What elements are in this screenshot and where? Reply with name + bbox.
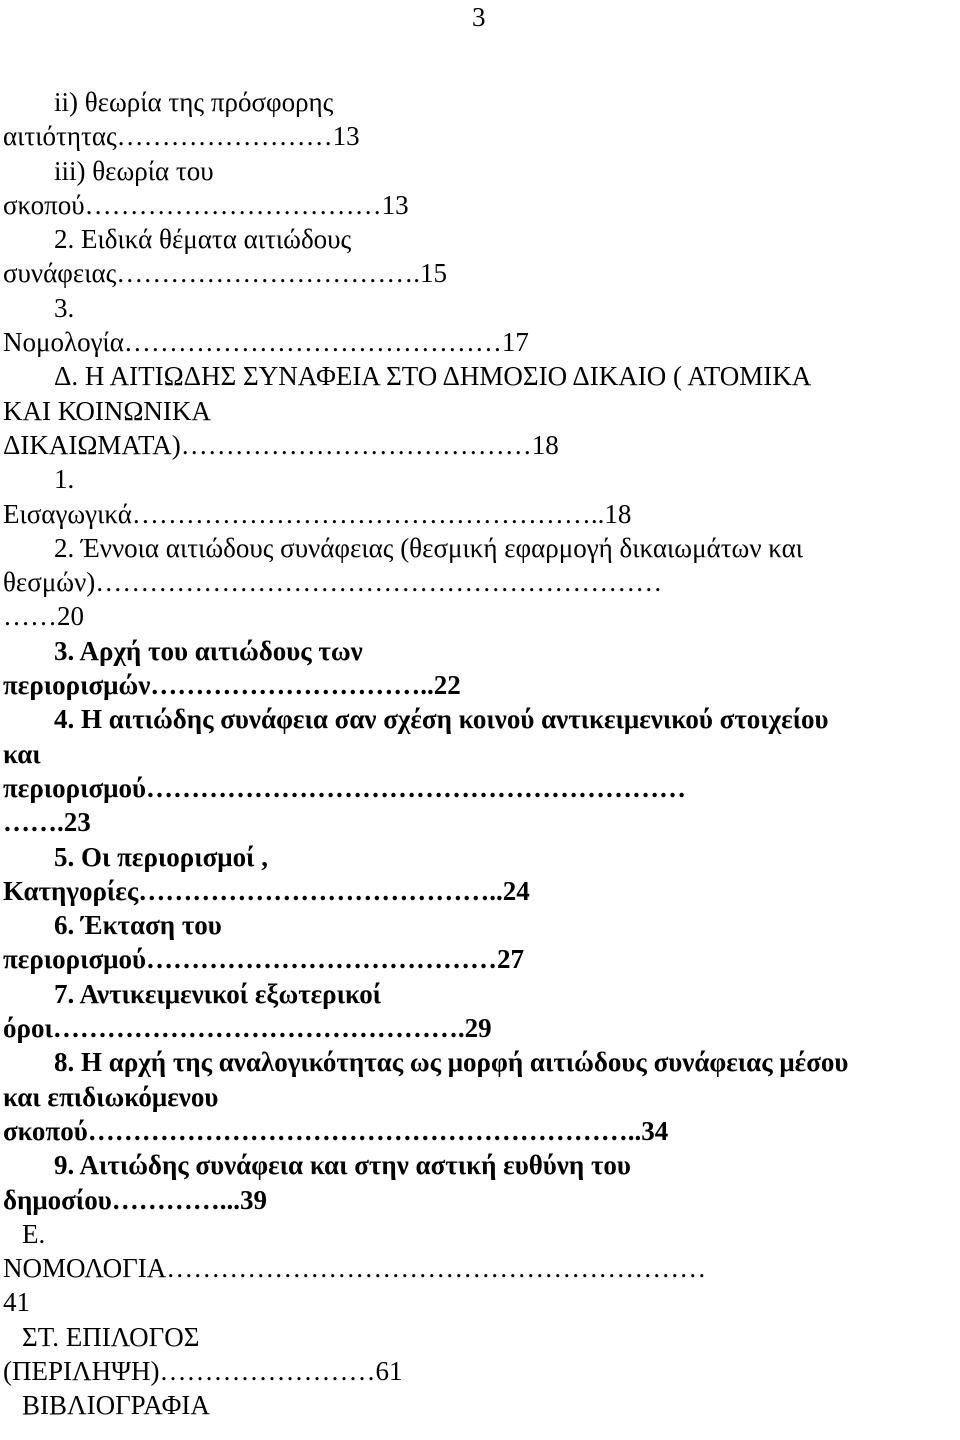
toc-line: ii) θεωρία της πρόσφορης [54, 87, 334, 117]
toc-line: περιορισμών…………………………..22 [3, 670, 461, 701]
toc-line: Ε. [22, 1218, 46, 1249]
toc-line: θεσμών)……………………………………………………… [3, 567, 663, 598]
toc-line: αιτιότητας……………………13 [3, 121, 360, 152]
toc-line: 6. Έκταση του [54, 910, 222, 941]
toc-line: 7. Αντικειμενικοί εξωτερικοί [54, 978, 382, 1009]
toc-line: σκοπού……………………………………………………..34 [3, 1115, 669, 1146]
page-number: 3 [472, 2, 486, 32]
toc-line: Εισαγωγικά……………………………………………..18 [3, 498, 632, 529]
toc-line: ΚΑΙ ΚΟΙΝΩΝΙΚΑ [3, 395, 211, 426]
toc-line: 1. [54, 464, 75, 495]
toc-line: δημοσίου…………...39 [3, 1184, 267, 1215]
toc-line: ΒΙΒΛΙΟΓΡΑΦΙΑ [22, 1390, 210, 1421]
toc-line: ……20 [3, 601, 84, 632]
toc-line: συνάφειας…………………………….15 [3, 258, 448, 289]
toc-line: σκοπού……………………………13 [3, 189, 409, 220]
toc-line: 2. Έννοια αιτιώδους συνάφειας (θεσμική εφαρμογή δικαιωμάτων και [54, 532, 804, 563]
toc-line: και επιδιωκόμενου [3, 1081, 219, 1112]
toc-line: 2. Ειδικά θέματα αιτιώδους [54, 224, 352, 255]
toc-line: 4. Η αιτιώδης συνάφεια σαν σχέση κοινού αντικειμενικού στοιχείου [54, 704, 829, 735]
toc-line: (ΠΕΡΙΛΗΨΗ)……………………61 [3, 1355, 403, 1386]
toc-line: περιορισμού…………………………………………………… [3, 772, 686, 803]
toc-line: 3. [54, 292, 75, 323]
toc-line: ΝΟΜΟΛΟΓΙΑ…………………………………………………… [3, 1253, 707, 1284]
toc-line: Νομολογία……………………………………17 [3, 327, 529, 358]
toc-line: …….23 [3, 807, 91, 838]
toc-line: 8. Η αρχή της αναλογικότητας ως μορφή αιτιώδους συνάφειας μέσου [54, 1047, 849, 1078]
toc-line: ΔΙΚΑΙΩΜΑΤΑ)…………………………………18 [3, 429, 559, 460]
toc-line: Κατηγορίες…………………………………..24 [3, 875, 530, 906]
toc-line: όροι……………………………………….29 [3, 1013, 492, 1044]
toc-line: ΣΤ. ΕΠΙΛΟΓΟΣ [22, 1321, 200, 1352]
toc-line: περιορισμού…………………………………27 [3, 944, 524, 975]
table-of-contents [3, 85, 957, 1423]
toc-line: και [3, 738, 41, 769]
toc-line: 9. Αιτιώδης συνάφεια και στην αστική ευθύνη του [54, 1150, 631, 1181]
toc-line: 41 [3, 1287, 30, 1318]
toc-line: 5. Οι περιορισμοί , [54, 841, 268, 872]
toc-line: iii) θεωρία του [54, 155, 214, 186]
toc-line: 3. Αρχή του αιτιώδους των [54, 635, 363, 666]
toc-line: Δ. Η ΑΙΤΙΩΔΗΣ ΣΥΝΑΦΕΙΑ ΣΤΟ ΔΗΜΟΣΙΟ ΔΙΚΑΙΟ ( ΑΤΟΜΙΚΑ [54, 361, 812, 392]
